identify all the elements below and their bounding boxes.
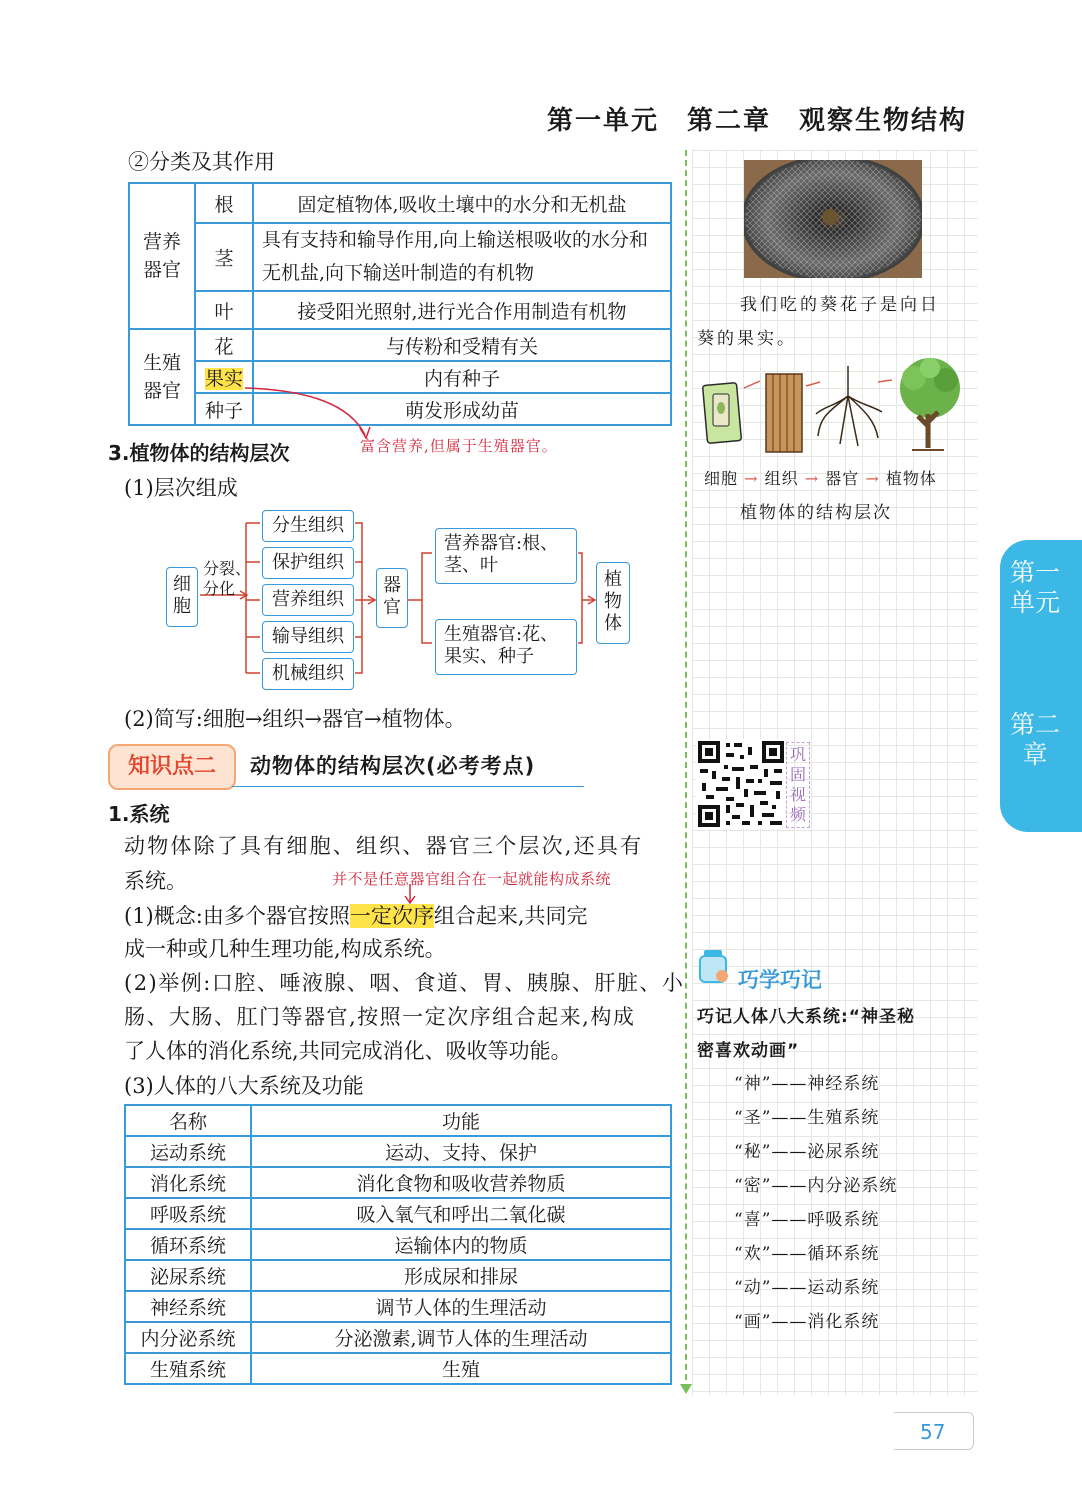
mnemonic-item: “欢”——循环系统 — [734, 1244, 880, 1264]
system-function: 吸入氧气和呼出二氧化碳 — [251, 1198, 671, 1229]
tips-bottle-icon — [696, 946, 736, 986]
level-label-cell: 细胞 — [704, 469, 739, 488]
sunflower-caption-line1: 我们吃的葵花子是向日 — [740, 295, 940, 315]
reproductive-organ-box: 生殖器官:花、 果实、种子 — [435, 619, 577, 675]
group-reproductive: 生殖 器官 — [129, 329, 195, 425]
system-function: 运动、支持、保护 — [251, 1136, 671, 1167]
level-label-tissue: 组织 — [764, 469, 799, 488]
organs-table — [128, 182, 672, 426]
tips-line2: 密喜欢动画” — [697, 1041, 800, 1061]
chapter-tab[interactable] — [1000, 540, 1082, 832]
divider-arrow-icon — [680, 1384, 692, 1394]
tab-chapter-label: 第二章 — [1009, 710, 1060, 769]
organ-function: 与传粉和受精有关 — [253, 329, 671, 361]
systems-table — [124, 1104, 672, 1385]
table-row — [125, 1260, 671, 1291]
plant-levels-sub1: (1)层次组成 — [124, 476, 238, 500]
tissue-box: 输导组织 — [262, 621, 354, 653]
system-name: 泌尿系统 — [125, 1260, 251, 1291]
plant-body-box: 植 物 体 — [596, 562, 630, 644]
arrow-right-icon: → — [865, 469, 880, 488]
organ-name: 叶 — [195, 291, 253, 329]
example-line3: 了人体的消化系统,共同完成消化、吸收等功能。 — [124, 1039, 572, 1063]
fruit-annotation: 富含营养,但属于生殖器官。 — [360, 437, 558, 455]
table-row — [125, 1322, 671, 1353]
plant-levels-heading: 3.植物体的结构层次 — [108, 441, 290, 465]
qr-video-label: 巩固视频 — [786, 742, 810, 828]
group-vegetative: 营养 器官 — [129, 183, 195, 329]
system-intro-line1: 动物体除了具有细胞、组织、器官三个层次,还具有 — [124, 834, 644, 858]
tissue-box: 营养组织 — [262, 584, 354, 616]
table-row — [125, 1353, 671, 1384]
system-name: 运动系统 — [125, 1136, 251, 1167]
table-row — [125, 1136, 671, 1167]
mnemonic-item: “圣”——生殖系统 — [734, 1108, 880, 1128]
system-function: 生殖 — [251, 1353, 671, 1384]
tissue-box: 保护组织 — [262, 547, 354, 579]
table-row — [125, 1167, 671, 1198]
tissue-box: 分生组织 — [262, 510, 354, 542]
system-function: 形成尿和排尿 — [251, 1260, 671, 1291]
mnemonic-item: “动”——运动系统 — [734, 1278, 880, 1298]
mnemonic-item: “秘”——泌尿系统 — [734, 1142, 880, 1162]
knowledge-point-title: 动物体的结构层次(必考考点) — [250, 754, 536, 778]
organ-function: 固定植物体,吸收土壤中的水分和无机盐 — [253, 183, 671, 223]
concept-highlight: 一定次序 — [349, 904, 434, 928]
system-function: 分泌激素,调节人体的生理活动 — [251, 1322, 671, 1353]
title-underline — [232, 786, 584, 787]
tab-unit-label: 第一单元 — [1009, 558, 1060, 617]
mnemonic-item: “喜”——呼吸系统 — [734, 1210, 880, 1230]
organ-function: 萌发形成幼苗 — [253, 393, 671, 425]
tips-title: 巧学巧记 — [738, 968, 822, 992]
system-function: 运输体内的物质 — [251, 1229, 671, 1260]
tissue-box: 机械组织 — [262, 658, 354, 690]
table-header-function: 功能 — [251, 1105, 671, 1136]
system-name: 内分泌系统 — [125, 1322, 251, 1353]
system-heading: 1.系统 — [108, 802, 170, 826]
system-intro-line2: 系统。 — [124, 869, 187, 893]
organ-name: 根 — [195, 183, 253, 223]
knowledge-point-badge: 知识点二 — [108, 744, 236, 790]
table-row — [125, 1198, 671, 1229]
example-line1: (2)举例:口腔、唾液腺、咽、食道、胃、胰腺、肝脏、小 — [124, 971, 685, 995]
levels-caption: 植物体的结构层次 — [740, 503, 892, 523]
level-label-organ: 器官 — [825, 469, 860, 488]
eight-systems-title: (3)人体的八大系统及功能 — [124, 1074, 364, 1098]
organ-name: 种子 — [195, 393, 253, 425]
system-name: 循环系统 — [125, 1229, 251, 1260]
organs-subtitle: ②分类及其作用 — [128, 150, 275, 174]
table-row — [125, 1229, 671, 1260]
page-number: 57 — [894, 1412, 974, 1450]
page-header-title: 第一单元 第二章 观察生物结构 — [546, 106, 967, 136]
system-name: 消化系统 — [125, 1167, 251, 1198]
system-name: 呼吸系统 — [125, 1198, 251, 1229]
organ-function: 具有支持和输导作用,向上输送根吸收的水分和无机盐,向下输送叶制造的有机物 — [253, 223, 671, 291]
organ-function: 内有种子 — [253, 361, 671, 393]
organ-name: 茎 — [195, 223, 253, 291]
system-function: 消化食物和吸收营养物质 — [251, 1167, 671, 1198]
table-row — [125, 1291, 671, 1322]
sunflower-caption-line2: 葵的果实。 — [697, 329, 797, 349]
concept-text-post: 组合起来,共同完 — [433, 904, 588, 928]
divider-line — [685, 150, 687, 1390]
table-header-name: 名称 — [125, 1105, 251, 1136]
organ-box: 器 官 — [376, 568, 408, 628]
system-annotation: 并不是任意器官组合在一起就能构成系统 — [332, 870, 612, 888]
cell-box: 细 胞 — [166, 567, 198, 627]
level-label-plant: 植物体 — [885, 469, 937, 488]
tips-line1: 巧记人体八大系统:“神圣秘 — [697, 1007, 915, 1027]
qr-code-icon[interactable] — [696, 739, 786, 829]
concept-text-pre: (1)概念:由多个器官按照 — [124, 904, 350, 928]
arrow-right-icon: → — [804, 469, 820, 488]
sunflower-photo — [744, 160, 922, 278]
mnemonic-item: “神”——神经系统 — [734, 1074, 880, 1094]
arrow-right-icon: → — [744, 469, 759, 488]
division-label: 分裂、 分化 — [203, 559, 252, 598]
plant-levels-sub2: (2)简写:细胞→组织→器官→植物体。 — [124, 707, 466, 731]
system-function: 调节人体的生理活动 — [251, 1291, 671, 1322]
organ-name: 花 — [195, 329, 253, 361]
system-name: 神经系统 — [125, 1291, 251, 1322]
mnemonic-item: “画”——消化系统 — [734, 1312, 880, 1332]
vegetative-organ-box: 营养器官:根、 茎、叶 — [435, 528, 577, 584]
organ-name-highlighted: 果实 — [204, 367, 243, 390]
mnemonic-item: “密”——内分泌系统 — [734, 1176, 898, 1196]
system-name: 生殖系统 — [125, 1353, 251, 1384]
plant-levels-illustration — [700, 356, 972, 456]
concept-line2: 成一种或几种生理功能,构成系统。 — [124, 937, 446, 961]
example-line2: 肠、大肠、肛门等器官,按照一定次序组合起来,构成 — [124, 1005, 636, 1029]
organ-function: 接受阳光照射,进行光合作用制造有机物 — [253, 291, 671, 329]
